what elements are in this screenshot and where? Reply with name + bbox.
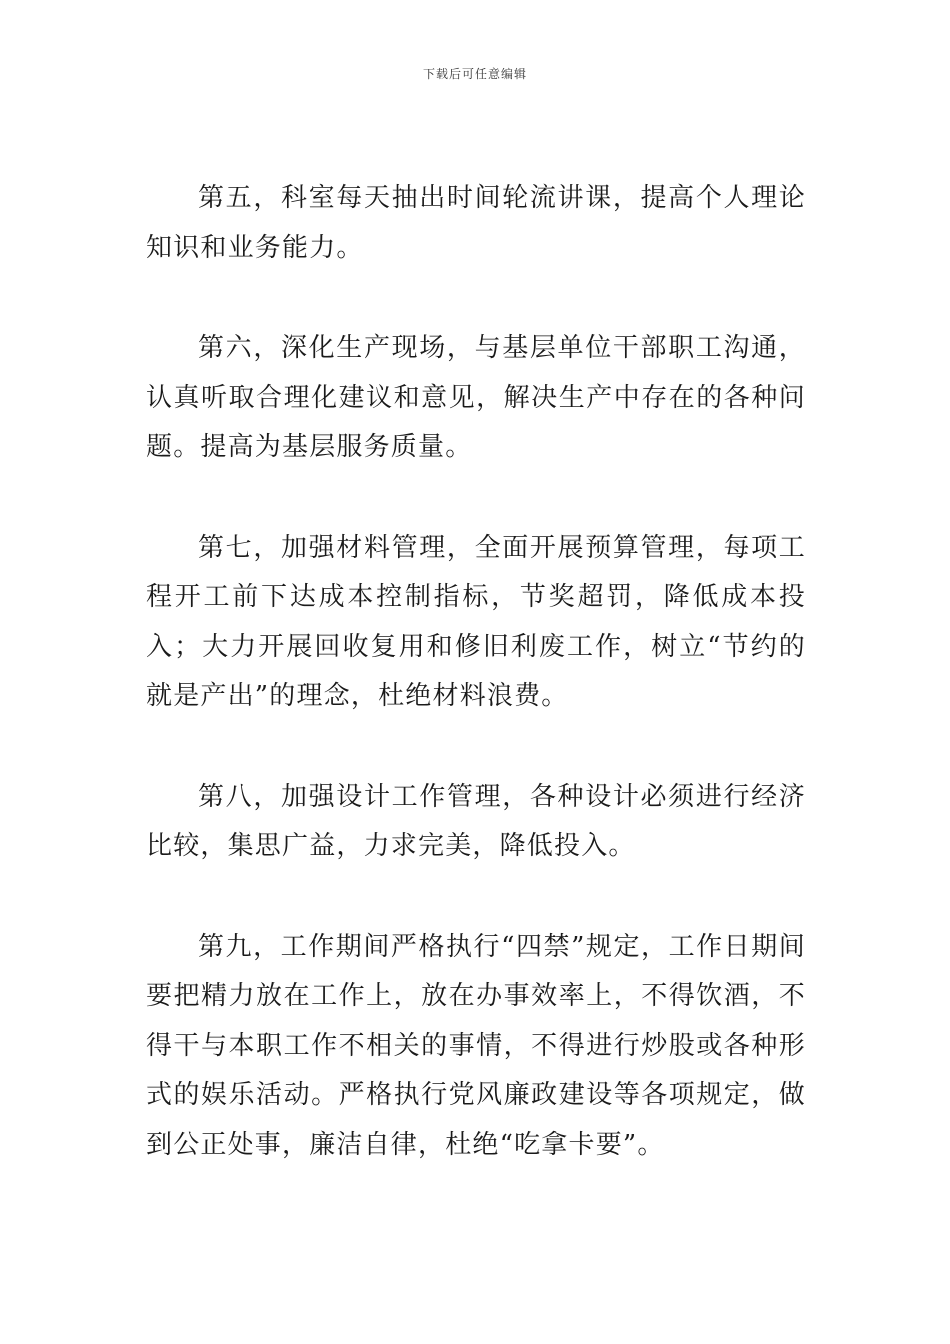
paragraph-8: 第八，加强设计工作管理，各种设计必须进行经济比较，集思广益，力求完美，降低投入。 [146,781,806,861]
paragraph-9: 第九，工作期间严格执行“四禁”规定，工作日期间要把精力放在工作上，放在办事效率上，不得饮酒，不得干与本职工作不相关的事情，不得进行炒股或各种形式的娱乐活动。严格执行党风廉政建设等各项规定，做到公正处事，廉洁自律，杜绝“吃拿卡要”。 [146,931,806,1160]
paragraph-5: 第五，科室每天抽出时间轮流讲课，提高个人理论知识和业务能力。 [146,183,806,263]
paragraph-6: 第六，深化生产现场，与基层单位干部职工沟通，认真听取合理化建议和意见，解决生产中存在的各种问题。提高为基层服务质量。 [146,333,806,462]
document-body [146,174,806,1221]
paragraph-7: 第七，加强材料管理，全面开展预算管理，每项工程开工前下达成本控制指标，节奖超罚，降低成本投入；大力开展回收复用和修旧利废工作，树立“节约的就是产出”的理念，杜绝材料浪费。 [146,532,806,711]
header-note: 下载后可任意编辑 [422,67,527,81]
